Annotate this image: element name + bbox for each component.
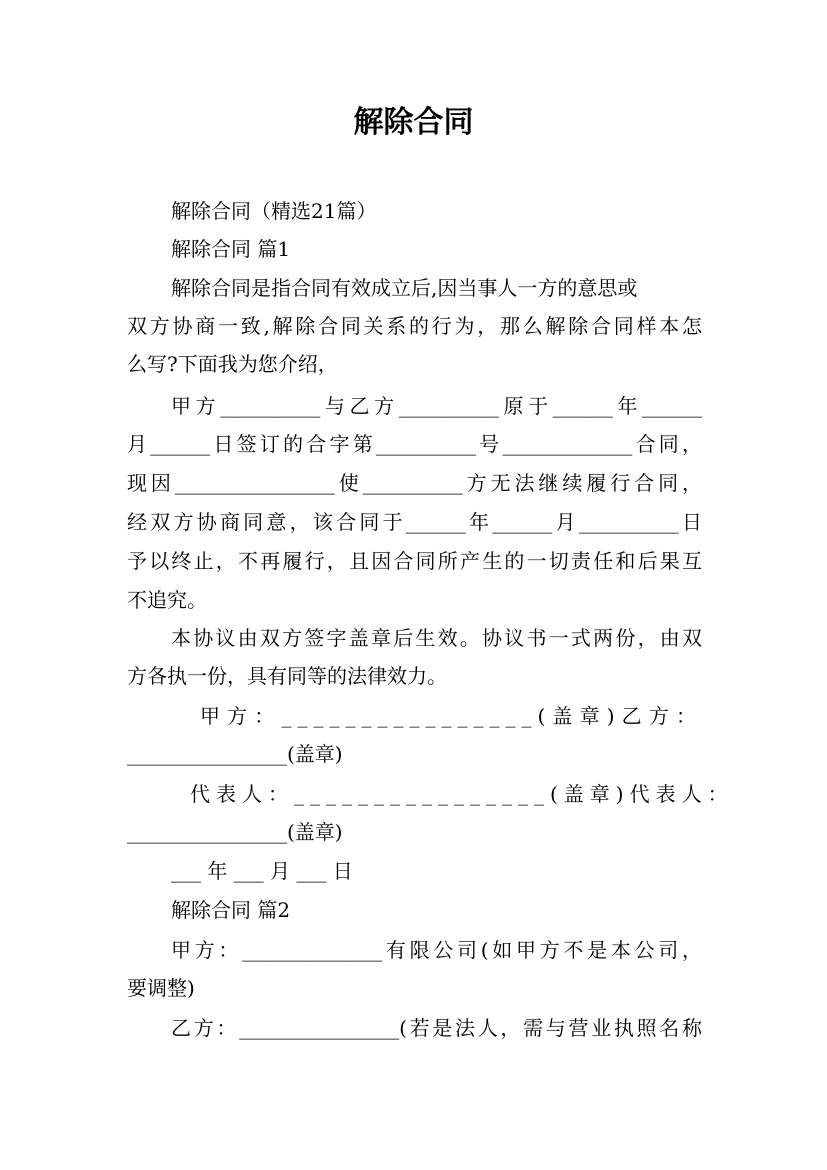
- paragraph-line: 解除合同是指合同有效成立后,因当事人一方的意思或: [171, 276, 638, 300]
- section-heading-2: 解除合同 篇2: [171, 898, 291, 922]
- paragraph-line: 不追究。: [127, 588, 207, 612]
- paragraph-line: 予以终止，不再履行，且因合同所产生的一切责任和后果互: [127, 549, 702, 573]
- signature-line-representative-a: 代表人：________________(盖章)代表人：: [190, 782, 734, 806]
- paragraph-line: 要调整): [127, 976, 195, 1000]
- signature-line-representative-b: ________________(盖章): [127, 820, 343, 844]
- paragraph-line: 甲方__________与乙方__________原于______年______: [171, 394, 702, 418]
- paragraph-line: 双方协商一致,解除合同关系的行为，那么解除合同样本怎: [127, 314, 702, 338]
- paragraph-line: 月______日签订的合字第__________号_____________合同，: [127, 432, 702, 456]
- paragraph-line: 甲方：______________有限公司(如甲方不是本公司，: [171, 938, 702, 962]
- section-heading-1: 解除合同 篇1: [171, 237, 291, 261]
- paragraph-line: 本协议由双方签字盖章后生效。协议书一式两份，由双: [171, 626, 702, 650]
- paragraph-line: 经双方协商同意，该合同于______年______月__________日: [127, 510, 702, 534]
- date-line: ___ 年 ___ 月 ___ 日: [171, 859, 353, 883]
- paragraph-line: 么写?下面我为您介绍，: [127, 352, 338, 376]
- paragraph-line: 方各执一份，具有同等的法律效力。: [127, 664, 447, 688]
- signature-line-party-b: ________________(盖章): [127, 742, 343, 766]
- page-title: 解除合同: [353, 105, 474, 140]
- signature-line-party-a: 甲方：________________(盖章)乙方：: [200, 704, 702, 728]
- document-subtitle: 解除合同（精选21篇）: [171, 199, 377, 223]
- paragraph-line: 乙方：________________(若是法人，需与营业执照名称: [171, 1016, 702, 1040]
- paragraph-line: 现因________________使__________方无法继续履行合同，: [127, 471, 702, 495]
